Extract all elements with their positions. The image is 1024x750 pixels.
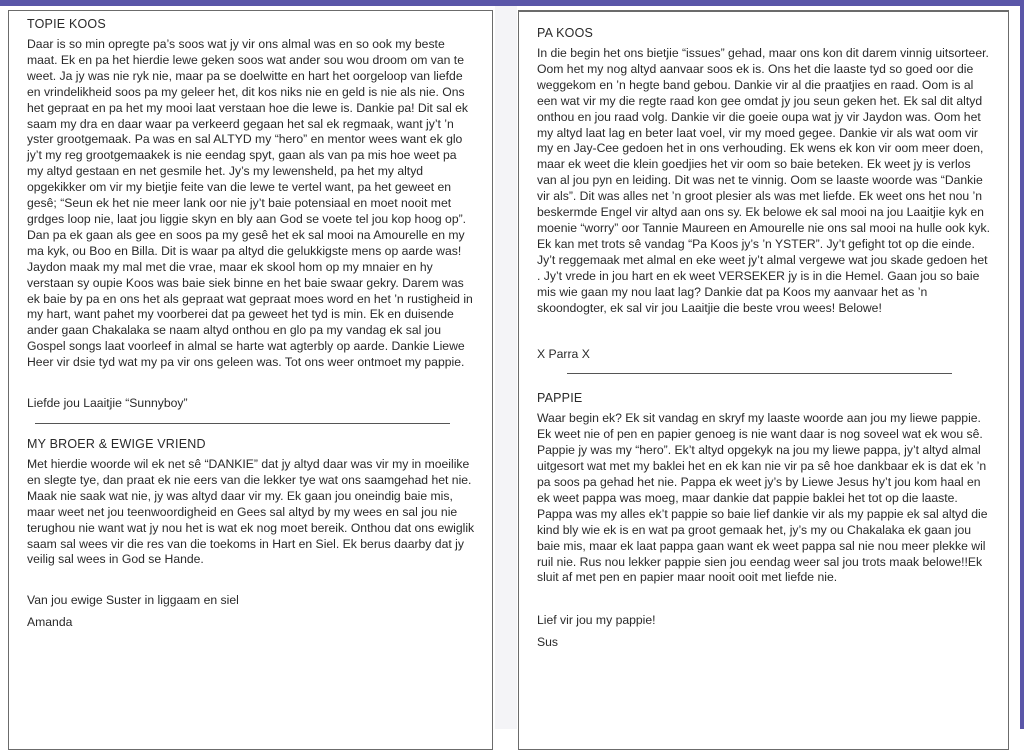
left-page xyxy=(8,10,493,750)
section-title-my-broer: MY BROER & EWIGE VRIEND xyxy=(27,437,206,452)
section-body-topie-koos: Daar is so min opregte pa’s soos wat jy vir ons almal was en so ook my beste maat. Ek en pa het hierdie lewe geken soos wat ander sou wou droom om van te weet. Ja jy was nie ryk nie, maar pa se doelwitte en hart het oorgeloop van liefde en vrindelikheid soos pa my geleer het, dit kos niks nie en geld is nie als nie. Ons het gepraat en pa het my mooi laat verstaan hoe die lewe is. Dankie pa! Dit sal ek saam my dra en daar waar pa verkeerd gegaan het sal ek regmaak, want jy’t ’n yster grootgemaak. Pa was en sal ALTYD my “hero” en mentor wees want ek glo jy’t my reg grootgemaakek is nie eendag spyt, gaan als van pa mis hoe weet pa my altyd gestaan en net gesmile het. Jy’s my lewensheld, pa het my altyd opgekikker om vir my bietjie feite van die lewe te vertel want, pa het geweet en gesê; “Seun ek het nie meer lank oor nie jy’t baie potensiaal en moet nooit met grdges loop nie, laat jou liggie skyn en bly aan God se voete tel jou kop hoog op”. Dan pa ek gaan als gee en soos pa my gesê het ek sal mooi na Amourelle en my ma kyk, ou Boo en Billa. Dit is waar pa altyd die gelukkigste mens op aarde was! Jaydon maak my mal met die vrae, maar ek skool hom op my mnaier en hy verstaan sy oupie Koos was baie siek binne en het baie swaar gekry. Darem was ek baie by pa en ons het als gepraat wat gepraat moes word en het ’n rustigheid in my hart, want pahet my voorberei dat pa geweet het tyd is min. Ek en duisende ander gaan Chakalaka se naam altyd onthou en glo pa my vandag ek sal jou Gospel songs laat voorleef in almal se harte wat agterbly op aarde. Dankie Liewe Heer vir dsie tyd wat my pa vir ons geleen was. Tot ons weer ontmoet my pappie. xyxy=(27,37,473,370)
signature-name-sus: Sus xyxy=(537,635,559,650)
signature-sunnyboy: Liefde jou Laaitjie “Sunnyboy” xyxy=(27,396,188,411)
section-body-pa-koos: In die begin het ons bietjie “issues” gehad, maar ons kon dit darem vinnig uitsorteer. Oom het my nog altyd aanvaar soos ek is. Ons het die laaste tyd so goed oor die weggekom en ’n hegte band gebou. Dankie vir al die praatjies en raad. Oom is al een wat vir my die regte raad kon gee omdat jy jou seun geken het. Ek sal dit altyd onthou en jou raad volg. Dankie vir die goeie oupa wat jy vir Jaydon was. Oom het my altyd laat lag en beter laat voel, vir my moed gegee. Dankie vir als wat oom vir my en Jay-Cee gedoen het in ons verhouding. Ek wens ek kon vir oom meer doen, maar ek weet die klein goedjies het vir oom so baie beteken. Ek weet jy is verlos van al jou pyn en leiding. Dit was net te vinnig. Oom se laaste woorde was “Dankie vir als”. Dit was alles net ’n groot plesier als was met liefde. Ek weet ons het nou ’n beskermde Engel vir altyd aan ons sy. Ek belowe ek sal mooi na jou Laaitjie kyk en moenie “worry” oor Tannie Maureen en Amourelle nie ons sal mooi na hulle ook kyk. Ek kan met trots sê vandag “Pa Koos jy’s ’n YSTER”. Jy’t gefight tot op die einde. Jy’t reggemaak met almal en eke weet jy’t almal vergewe wat jou skade gedoen het . Jy’t vrede in jou hart en ek weet VERSEKER jy is in die Hemel. Gaan jou so baie mis wie gaan my nou laat lag? Dankie dat pa Koos my aanvaar het as ’n skoondogter, ek sal vir jou Laaitjie die beste vrou wees! Belowe! xyxy=(537,46,990,315)
right-page xyxy=(518,10,1009,750)
right-border xyxy=(1020,0,1024,729)
section-title-pa-koos: PA KOOS xyxy=(537,26,594,40)
section-body-pappie: Waar begin ek? Ek sit vandag en skryf my laaste woorde aan jou my liewe pappie. Ek weet nie of pen en papier genoeg is nie want daar is nog soveel wat ek wou sê. Pappie jy was my “hero”. Ek’t altyd opgekyk na jou my liewe pappa, jy’t altyd almal uitgesort wat met my baklei het en ek kan nie vir pa sê hoe dankbaar ek is dat ek ’n pa soos pa gehad het nie. Pappa ek weet jy’s by Liewe Jesus hy’t jou kom haal en ek weet pappa was moeg, maar dankie dat pappie baklei het tot op die laaste. Pappa was my alles ek’t pappie so baie lief dankie vir als my pappie ek sal altyd die kind bly wie ek is en wat pa groot gemaak het, jy’s my ou Chakalaka ek gaan jou baie mis, maar ek laat pappa gaan want ek weet pappa sal nie nou meer plekke wil ruil nie. Rus nou lekker pappie sien jou eendag weer sal jou trots maak belowe!!Ek sluit af met pen en papier maar nooit ooit met liefde nie. xyxy=(537,411,988,585)
page-gutter xyxy=(495,6,517,729)
signature-name-amanda: Amanda xyxy=(27,615,73,630)
signature-line: Van jou ewige Suster in liggaam en siel xyxy=(27,593,239,608)
section-title-pappie: PAPPIE xyxy=(537,391,583,406)
signature-parra: X Parra X xyxy=(537,347,590,362)
section-title-topie-koos: TOPIE KOOS xyxy=(27,17,106,31)
signature-line: Lief vir jou my pappie! xyxy=(537,613,656,628)
section-body-my-broer: Met hierdie woorde wil ek net sê “DANKIE” dat jy altyd daar was vir my in moeilike en slegte tye, dan praat ek nie eers van die lekker tye wat ons saamgehad het nie. Maak nie saak wat nie, jy was altyd daar vir my. Ek gaan jou oneindig baie mis, maar weet net jou teenwoordigheid en Gees sal altyd by my wees en sal jou nie terughou nie want wat jy nou het is wat ek nog moet bereik. Onthou dat ons ewiglik saam sal wees vir die res van die toekoms in Hart en Siel. Ek berus daarby dat jy veilig sal wees in God se Hande. xyxy=(27,457,475,567)
divider-line xyxy=(567,373,952,374)
divider-line xyxy=(35,423,450,424)
